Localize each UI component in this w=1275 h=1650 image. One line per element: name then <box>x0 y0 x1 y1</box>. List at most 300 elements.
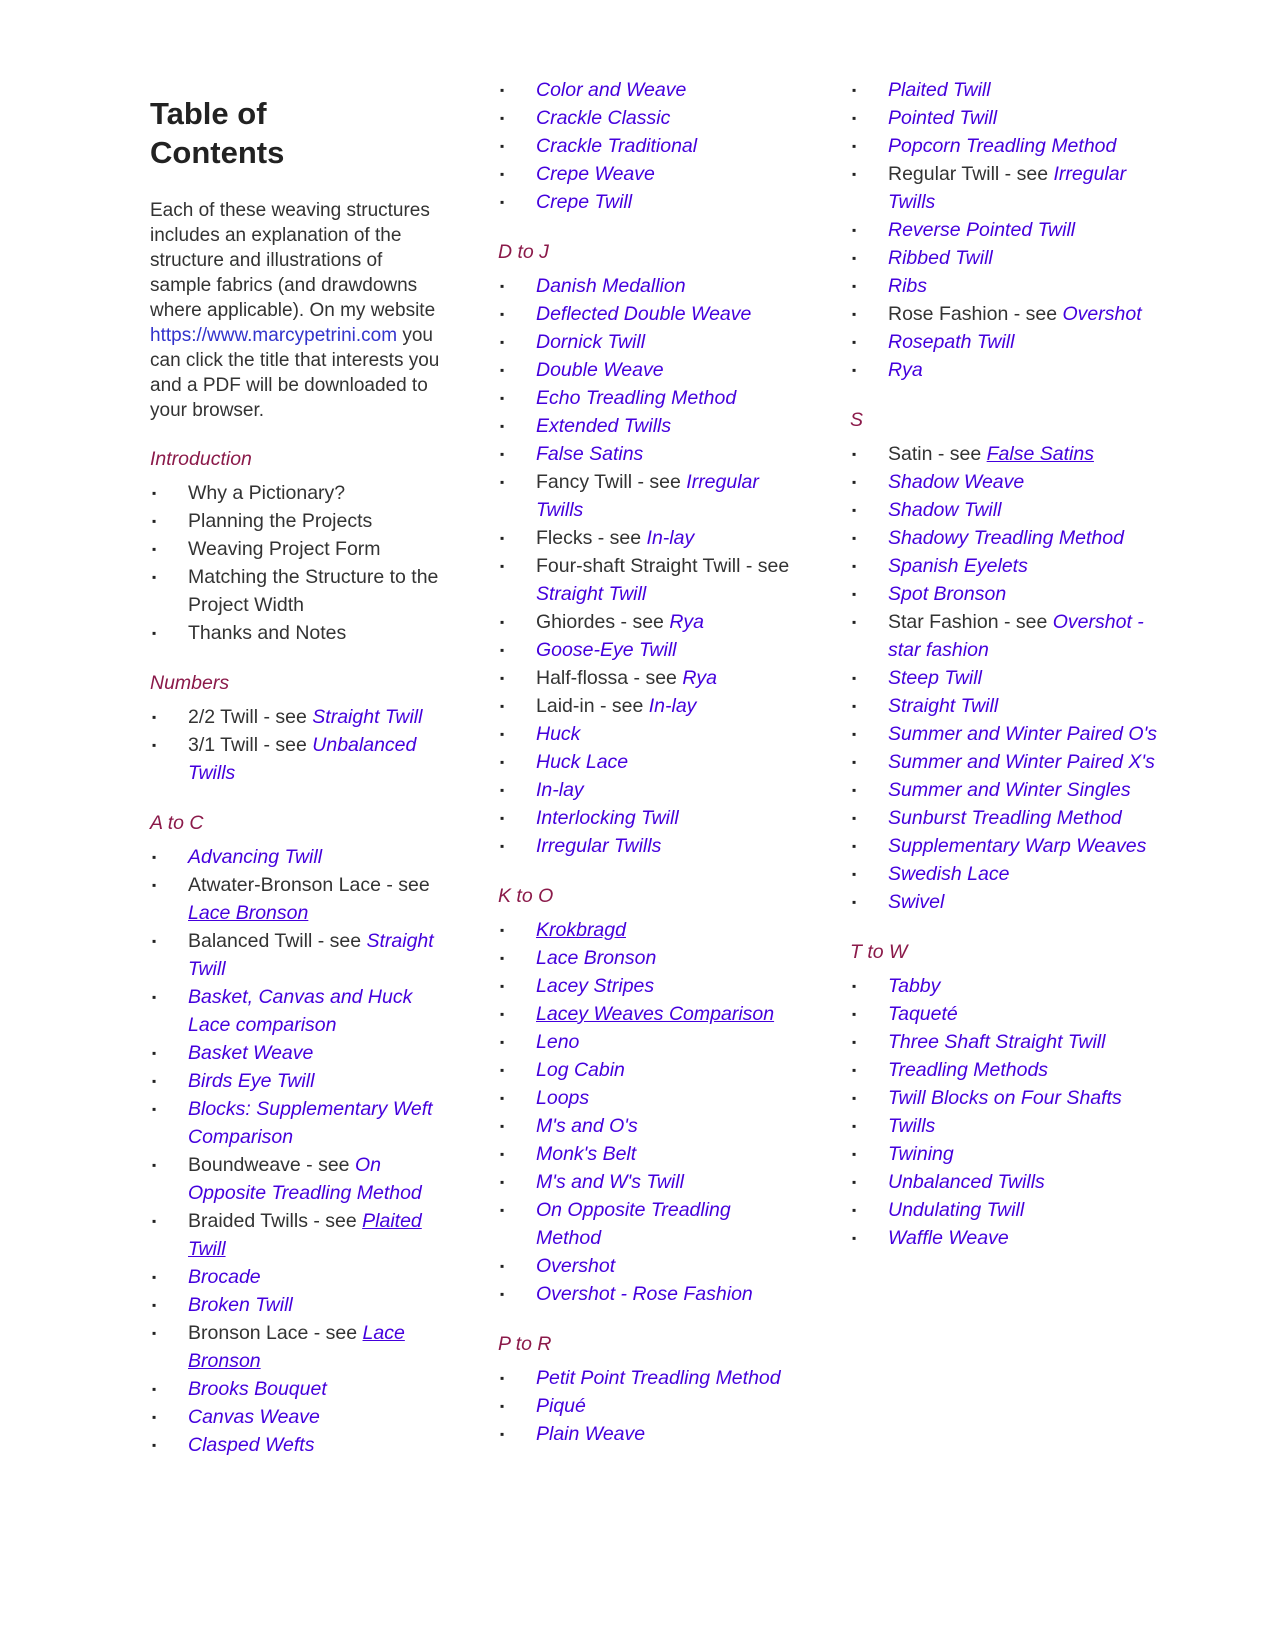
entry-link[interactable]: Tabby <box>888 975 941 997</box>
list-item <box>150 1067 445 1095</box>
entry-text: Braided Twills - see <box>188 1210 363 1232</box>
entry-link[interactable]: Shadow Weave <box>888 471 1025 493</box>
bullet-icon: ▪ <box>500 475 505 489</box>
bullet-icon: ▪ <box>852 979 857 993</box>
section-heading: Introduction <box>150 448 252 470</box>
bullet-icon: ▪ <box>852 167 857 181</box>
list-item <box>498 636 798 664</box>
list-item <box>850 496 1170 524</box>
entry-link[interactable]: In-lay <box>648 695 697 717</box>
entry-link[interactable]: Crackle Classic <box>536 107 671 129</box>
bullet-icon: ▪ <box>852 475 857 489</box>
bullet-icon: ▪ <box>500 335 505 349</box>
entry-link[interactable]: Summer and Winter Singles <box>888 779 1131 801</box>
entry-link[interactable]: Overshot - Rose Fashion <box>536 1283 753 1305</box>
bullet-icon: ▪ <box>500 1007 505 1021</box>
entry-link[interactable]: Dornick Twill <box>536 331 646 353</box>
bullet-icon: ▪ <box>852 587 857 601</box>
entry-link[interactable]: False Satins <box>536 443 644 465</box>
bullet-icon: ▪ <box>500 195 505 209</box>
list-item <box>498 1280 798 1308</box>
bullet-icon: ▪ <box>852 335 857 349</box>
entry-link[interactable]: On Opposite Treadling Method <box>536 1199 731 1249</box>
entry-text: Balanced Twill - see <box>188 930 367 952</box>
bullet-icon: ▪ <box>500 923 505 937</box>
list-item <box>498 384 798 412</box>
section <box>150 809 445 1459</box>
entry-list <box>498 1364 798 1448</box>
entry-link[interactable]: False Satins <box>986 443 1094 465</box>
entry-text: Bronson Lace - see <box>188 1322 363 1344</box>
list-item <box>150 1431 445 1459</box>
entry-link[interactable]: Twill Blocks on Four Shafts <box>888 1087 1122 1109</box>
bullet-icon: ▪ <box>500 615 505 629</box>
bullet-icon: ▪ <box>152 1438 157 1452</box>
entry-link[interactable]: Lace Bronson <box>188 902 309 924</box>
entry-list <box>850 972 1170 1252</box>
list-item <box>850 776 1170 804</box>
entry-link[interactable]: Irregular Twills <box>888 163 1127 213</box>
list-item <box>150 1403 445 1431</box>
list-item <box>498 1196 798 1252</box>
list-item <box>150 1291 445 1319</box>
bullet-icon: ▪ <box>152 990 157 1004</box>
bullet-icon: ▪ <box>852 811 857 825</box>
bullet-icon: ▪ <box>852 307 857 321</box>
entry-link[interactable]: Reverse Pointed Twill <box>888 219 1076 241</box>
section <box>498 882 798 1308</box>
list-item <box>498 300 798 328</box>
entry-list <box>150 843 445 1459</box>
list-item <box>498 1056 798 1084</box>
bullet-icon: ▪ <box>152 1046 157 1060</box>
title-line-1: Table of <box>150 96 267 131</box>
bullet-icon: ▪ <box>852 671 857 685</box>
list-item <box>850 356 1170 384</box>
entry-link[interactable]: Basket, Canvas and Huck Lace comparison <box>188 986 413 1036</box>
section-heading: K to O <box>498 885 554 907</box>
list-item <box>850 328 1170 356</box>
list-item <box>850 832 1170 860</box>
list-item <box>498 1252 798 1280</box>
list-item <box>498 132 798 160</box>
entry-link[interactable]: Steep Twill <box>888 667 982 689</box>
entry-link[interactable]: Crepe Twill <box>536 191 633 213</box>
entry-text: 2/2 Twill - see <box>188 706 313 728</box>
entry-link[interactable]: Twills <box>888 1115 936 1137</box>
list-item <box>498 1112 798 1140</box>
list-item <box>498 1000 798 1028</box>
bullet-icon: ▪ <box>500 419 505 433</box>
entry-text: Four-shaft Straight Twill - see <box>536 555 790 577</box>
bullet-icon: ▪ <box>152 542 157 556</box>
list-item <box>498 160 798 188</box>
entry-link[interactable]: Plaited Twill <box>188 1210 422 1260</box>
entry-link[interactable]: Rya <box>669 611 704 633</box>
entry-link[interactable]: M's and W's Twill <box>536 1171 684 1193</box>
entry-link[interactable]: Shadow Twill <box>888 499 1002 521</box>
list-item <box>150 843 445 871</box>
entry-link[interactable]: Unbalanced Twills <box>888 1171 1045 1193</box>
bullet-icon: ▪ <box>500 1063 505 1077</box>
bullet-icon: ▪ <box>500 671 505 685</box>
list-item <box>150 535 445 563</box>
list-item <box>498 916 798 944</box>
bullet-icon: ▪ <box>852 279 857 293</box>
title-line-2: Contents <box>150 135 285 170</box>
bullet-icon: ▪ <box>500 307 505 321</box>
list-item <box>850 1224 1170 1252</box>
entry-link[interactable]: Swivel <box>888 891 945 913</box>
bullet-icon: ▪ <box>152 486 157 500</box>
entry-link[interactable]: Lacey Stripes <box>536 975 655 997</box>
bullet-icon: ▪ <box>500 447 505 461</box>
bullet-icon: ▪ <box>852 223 857 237</box>
list-item <box>150 479 445 507</box>
bullet-icon: ▪ <box>852 251 857 265</box>
entry-text: Planning the Projects <box>188 510 373 532</box>
list-item <box>498 188 798 216</box>
entry-link[interactable]: Echo Treadling Method <box>536 387 737 409</box>
entry-link[interactable]: In-lay <box>646 527 695 549</box>
entry-list <box>498 76 798 216</box>
entry-link[interactable]: Broken Twill <box>188 1294 293 1316</box>
entry-link[interactable]: Huck Lace <box>536 751 629 773</box>
bullet-icon: ▪ <box>500 783 505 797</box>
list-item <box>850 552 1170 580</box>
list-item <box>150 1039 445 1067</box>
entry-link[interactable]: Spot Bronson <box>888 583 1007 605</box>
entry-link[interactable]: Supplementary Warp Weaves <box>888 835 1147 857</box>
list-item <box>850 440 1170 468</box>
list-item <box>498 692 798 720</box>
bullet-icon: ▪ <box>852 1119 857 1133</box>
list-item <box>150 1375 445 1403</box>
list-item <box>498 944 798 972</box>
entry-link[interactable]: Clasped Wefts <box>188 1434 315 1456</box>
list-item <box>150 507 445 535</box>
entry-text: Matching the Structure to the Project Width <box>188 566 439 616</box>
entry-link[interactable]: Taqueté <box>888 1003 958 1025</box>
entry-link[interactable]: Rya <box>888 359 923 381</box>
entry-list <box>498 916 798 1308</box>
entry-link[interactable]: Sunburst Treadling Method <box>888 807 1122 829</box>
bullet-icon: ▪ <box>500 279 505 293</box>
section <box>850 938 1170 1252</box>
entry-link[interactable]: Swedish Lace <box>888 863 1010 885</box>
bullet-icon: ▪ <box>152 1298 157 1312</box>
list-item <box>498 76 798 104</box>
column-1 <box>150 94 445 1459</box>
bullet-icon: ▪ <box>500 1175 505 1189</box>
list-item <box>850 272 1170 300</box>
entry-link[interactable]: Deflected Double Weave <box>536 303 752 325</box>
bullet-icon: ▪ <box>500 979 505 993</box>
entry-text: Half-flossa - see <box>536 667 683 689</box>
bullet-icon: ▪ <box>152 710 157 724</box>
section <box>850 76 1170 384</box>
entry-link[interactable]: Extended Twills <box>536 415 672 437</box>
section-heading: Numbers <box>150 672 230 694</box>
entry-link[interactable]: Rosepath Twill <box>888 331 1015 353</box>
entry-link[interactable]: Double Weave <box>536 359 664 381</box>
entry-link[interactable]: Plain Weave <box>536 1423 646 1445</box>
entry-link[interactable]: Crepe Weave <box>536 163 655 185</box>
section <box>150 669 445 787</box>
bullet-icon: ▪ <box>852 783 857 797</box>
section-heading: P to R <box>498 1333 552 1355</box>
list-item <box>850 580 1170 608</box>
list-item <box>850 300 1170 328</box>
bullet-icon: ▪ <box>500 83 505 97</box>
bullet-icon: ▪ <box>852 699 857 713</box>
entry-link[interactable]: Advancing Twill <box>188 846 323 868</box>
bullet-icon: ▪ <box>500 111 505 125</box>
entry-link[interactable]: Brooks Bouquet <box>188 1378 327 1400</box>
entry-link[interactable]: Rya <box>682 667 717 689</box>
bullet-icon: ▪ <box>500 1203 505 1217</box>
bullet-icon: ▪ <box>152 1410 157 1424</box>
entry-link[interactable]: Straight Twill <box>188 930 434 980</box>
entry-link[interactable]: Irregular Twills <box>536 835 662 857</box>
list-item <box>150 983 445 1039</box>
entry-text: Weaving Project Form <box>188 538 381 560</box>
bullet-icon: ▪ <box>500 699 505 713</box>
entry-link[interactable]: Overshot <box>536 1255 616 1277</box>
list-item <box>498 468 798 524</box>
bullet-icon: ▪ <box>500 167 505 181</box>
column-3 <box>850 76 1170 1252</box>
entry-link[interactable]: Straight Twill <box>888 695 999 717</box>
list-item <box>498 748 798 776</box>
list-item <box>850 664 1170 692</box>
list-item <box>498 776 798 804</box>
entry-link[interactable]: Summer and Winter Paired X's <box>888 751 1155 773</box>
entry-link[interactable]: Krokbragd <box>536 919 626 941</box>
entry-list <box>850 76 1170 384</box>
list-item <box>150 1207 445 1263</box>
list-item <box>150 619 445 647</box>
entry-text: Boundweave - see <box>188 1154 355 1176</box>
list-item <box>498 552 798 608</box>
list-item <box>498 524 798 552</box>
entry-link[interactable]: Plaited Twill <box>888 79 991 101</box>
entry-link[interactable]: Summer and Winter Paired O's <box>888 723 1158 745</box>
list-item <box>498 1028 798 1056</box>
list-item <box>850 1056 1170 1084</box>
entry-link[interactable]: Lacey Weaves Comparison <box>536 1003 775 1025</box>
entry-list <box>150 703 445 787</box>
list-item <box>498 356 798 384</box>
bullet-icon: ▪ <box>500 811 505 825</box>
list-item <box>150 731 445 787</box>
list-item <box>850 160 1170 216</box>
bullet-icon: ▪ <box>500 531 505 545</box>
entry-link[interactable]: Brocade <box>188 1266 261 1288</box>
bullet-icon: ▪ <box>852 839 857 853</box>
entry-link[interactable]: Spanish Eyelets <box>888 555 1028 577</box>
entry-link[interactable]: Leno <box>536 1031 580 1053</box>
entry-link[interactable]: Danish Medallion <box>536 275 686 297</box>
list-item <box>850 804 1170 832</box>
entry-link[interactable]: Monk's Belt <box>536 1143 637 1165</box>
intro-text-2: you can click the title that interests you and a PDF will be downloaded to your browser. <box>150 325 440 421</box>
list-item <box>498 328 798 356</box>
bullet-icon: ▪ <box>852 615 857 629</box>
list-item <box>498 832 798 860</box>
list-item <box>850 1168 1170 1196</box>
bullet-icon: ▪ <box>500 839 505 853</box>
entry-list <box>150 479 445 647</box>
bullet-icon: ▪ <box>500 1147 505 1161</box>
entry-link[interactable]: Huck <box>536 723 581 745</box>
bullet-icon: ▪ <box>152 1214 157 1228</box>
bullet-icon: ▪ <box>852 727 857 741</box>
entry-text: Laid-in - see <box>536 695 649 717</box>
list-item <box>850 1028 1170 1056</box>
column-2-sections <box>498 76 798 1448</box>
entry-link[interactable]: Petit Point Treadling Method <box>536 1367 781 1389</box>
list-item <box>498 1392 798 1420</box>
bullet-icon: ▪ <box>152 1270 157 1284</box>
bullet-icon: ▪ <box>852 1175 857 1189</box>
entry-link[interactable]: Lace Bronson <box>188 1322 405 1372</box>
entry-link[interactable]: Undulating Twill <box>888 1199 1025 1221</box>
entry-text: Star Fashion - see <box>888 611 1053 633</box>
bullet-icon: ▪ <box>152 738 157 752</box>
column-2 <box>498 76 798 1448</box>
list-item <box>850 132 1170 160</box>
bullet-icon: ▪ <box>852 1147 857 1161</box>
entry-link[interactable]: Blocks: Supplementary Weft Comparison <box>188 1098 433 1148</box>
list-item <box>850 608 1170 664</box>
bullet-icon: ▪ <box>152 850 157 864</box>
bullet-icon: ▪ <box>852 139 857 153</box>
entry-text: Ghiordes - see <box>536 611 670 633</box>
section-heading: T to W <box>850 941 908 963</box>
entry-link[interactable]: In-lay <box>536 779 584 801</box>
list-item <box>850 216 1170 244</box>
list-item <box>850 692 1170 720</box>
entry-link[interactable]: Piqué <box>536 1395 586 1417</box>
entry-link[interactable]: Ribs <box>888 275 928 297</box>
entry-link[interactable]: M's and O's <box>536 1115 638 1137</box>
entry-link[interactable]: Overshot <box>1062 303 1142 325</box>
entry-text: 3/1 Twill - see <box>188 734 313 756</box>
list-item <box>850 104 1170 132</box>
entry-link[interactable]: Lace Bronson <box>536 947 657 969</box>
entry-text: Satin - see <box>888 443 987 465</box>
bullet-icon: ▪ <box>852 447 857 461</box>
bullet-icon: ▪ <box>500 1091 505 1105</box>
bullet-icon: ▪ <box>852 1035 857 1049</box>
bullet-icon: ▪ <box>500 755 505 769</box>
bullet-icon: ▪ <box>152 570 157 584</box>
bullet-icon: ▪ <box>500 1259 505 1273</box>
entry-link[interactable]: Twining <box>888 1143 954 1165</box>
list-item <box>498 1084 798 1112</box>
list-item <box>150 1151 445 1207</box>
entry-link[interactable]: Crackle Traditional <box>536 135 698 157</box>
list-item <box>498 412 798 440</box>
entry-text: Regular Twill - see <box>888 163 1054 185</box>
entry-link[interactable]: Ribbed Twill <box>888 247 993 269</box>
bullet-icon: ▪ <box>500 391 505 405</box>
bullet-icon: ▪ <box>500 1035 505 1049</box>
entry-link[interactable]: Loops <box>536 1087 590 1109</box>
section-heading: D to J <box>498 241 549 263</box>
entry-link[interactable]: Basket Weave <box>188 1042 314 1064</box>
column-1-sections <box>150 445 445 1459</box>
entry-link[interactable]: Interlocking Twill <box>536 807 679 829</box>
bullet-icon: ▪ <box>500 363 505 377</box>
bullet-icon: ▪ <box>152 1158 157 1172</box>
section-heading: A to C <box>150 812 204 834</box>
list-item <box>498 1364 798 1392</box>
section <box>498 238 798 860</box>
list-item <box>150 563 445 619</box>
entry-link[interactable]: Straight Twill <box>312 706 423 728</box>
list-item <box>498 104 798 132</box>
entry-link[interactable]: Unbalanced Twills <box>188 734 417 784</box>
entry-text: Why a Pictionary? <box>188 482 346 504</box>
list-item <box>850 1000 1170 1028</box>
entry-link[interactable]: Straight Twill <box>536 583 647 605</box>
list-item <box>850 468 1170 496</box>
website-link[interactable]: https://www.marcypetrini.com <box>150 325 398 346</box>
list-item <box>850 888 1170 916</box>
entry-link[interactable]: Treadling Methods <box>888 1059 1049 1081</box>
bullet-icon: ▪ <box>852 867 857 881</box>
entry-link[interactable]: Irregular Twills <box>536 471 759 521</box>
list-item <box>498 440 798 468</box>
entry-text: Thanks and Notes <box>188 622 347 644</box>
entry-link[interactable]: Goose-Eye Twill <box>536 639 677 661</box>
page-title <box>150 94 445 172</box>
list-item <box>850 76 1170 104</box>
bullet-icon: ▪ <box>152 1382 157 1396</box>
section-heading: S <box>850 409 864 431</box>
list-item <box>498 720 798 748</box>
entry-link[interactable]: Overshot - star fashion <box>888 611 1144 661</box>
bullet-icon: ▪ <box>852 895 857 909</box>
entry-link[interactable]: Pointed Twill <box>888 107 998 129</box>
bullet-icon: ▪ <box>852 1063 857 1077</box>
entry-link[interactable]: Three Shaft Straight Twill <box>888 1031 1106 1053</box>
entry-link[interactable]: Waffle Weave <box>888 1227 1009 1249</box>
entry-link[interactable]: Shadowy Treadling Method <box>888 527 1124 549</box>
bullet-icon: ▪ <box>152 1074 157 1088</box>
entry-link[interactable]: Color and Weave <box>536 79 687 101</box>
bullet-icon: ▪ <box>152 934 157 948</box>
list-item <box>498 972 798 1000</box>
entry-link[interactable]: Canvas Weave <box>188 1406 320 1428</box>
bullet-icon: ▪ <box>500 727 505 741</box>
entry-link[interactable]: On Opposite Treadling Method <box>188 1154 422 1204</box>
list-item <box>850 860 1170 888</box>
list-item <box>850 244 1170 272</box>
list-item <box>850 1112 1170 1140</box>
entry-link[interactable]: Popcorn Treadling Method <box>888 135 1117 157</box>
bullet-icon: ▪ <box>500 139 505 153</box>
bullet-icon: ▪ <box>852 559 857 573</box>
bullet-icon: ▪ <box>852 363 857 377</box>
bullet-icon: ▪ <box>152 626 157 640</box>
entry-text: Fancy Twill - see <box>536 471 687 493</box>
entry-link[interactable]: Log Cabin <box>536 1059 625 1081</box>
entry-link[interactable]: Birds Eye Twill <box>188 1070 315 1092</box>
list-item <box>150 1095 445 1151</box>
